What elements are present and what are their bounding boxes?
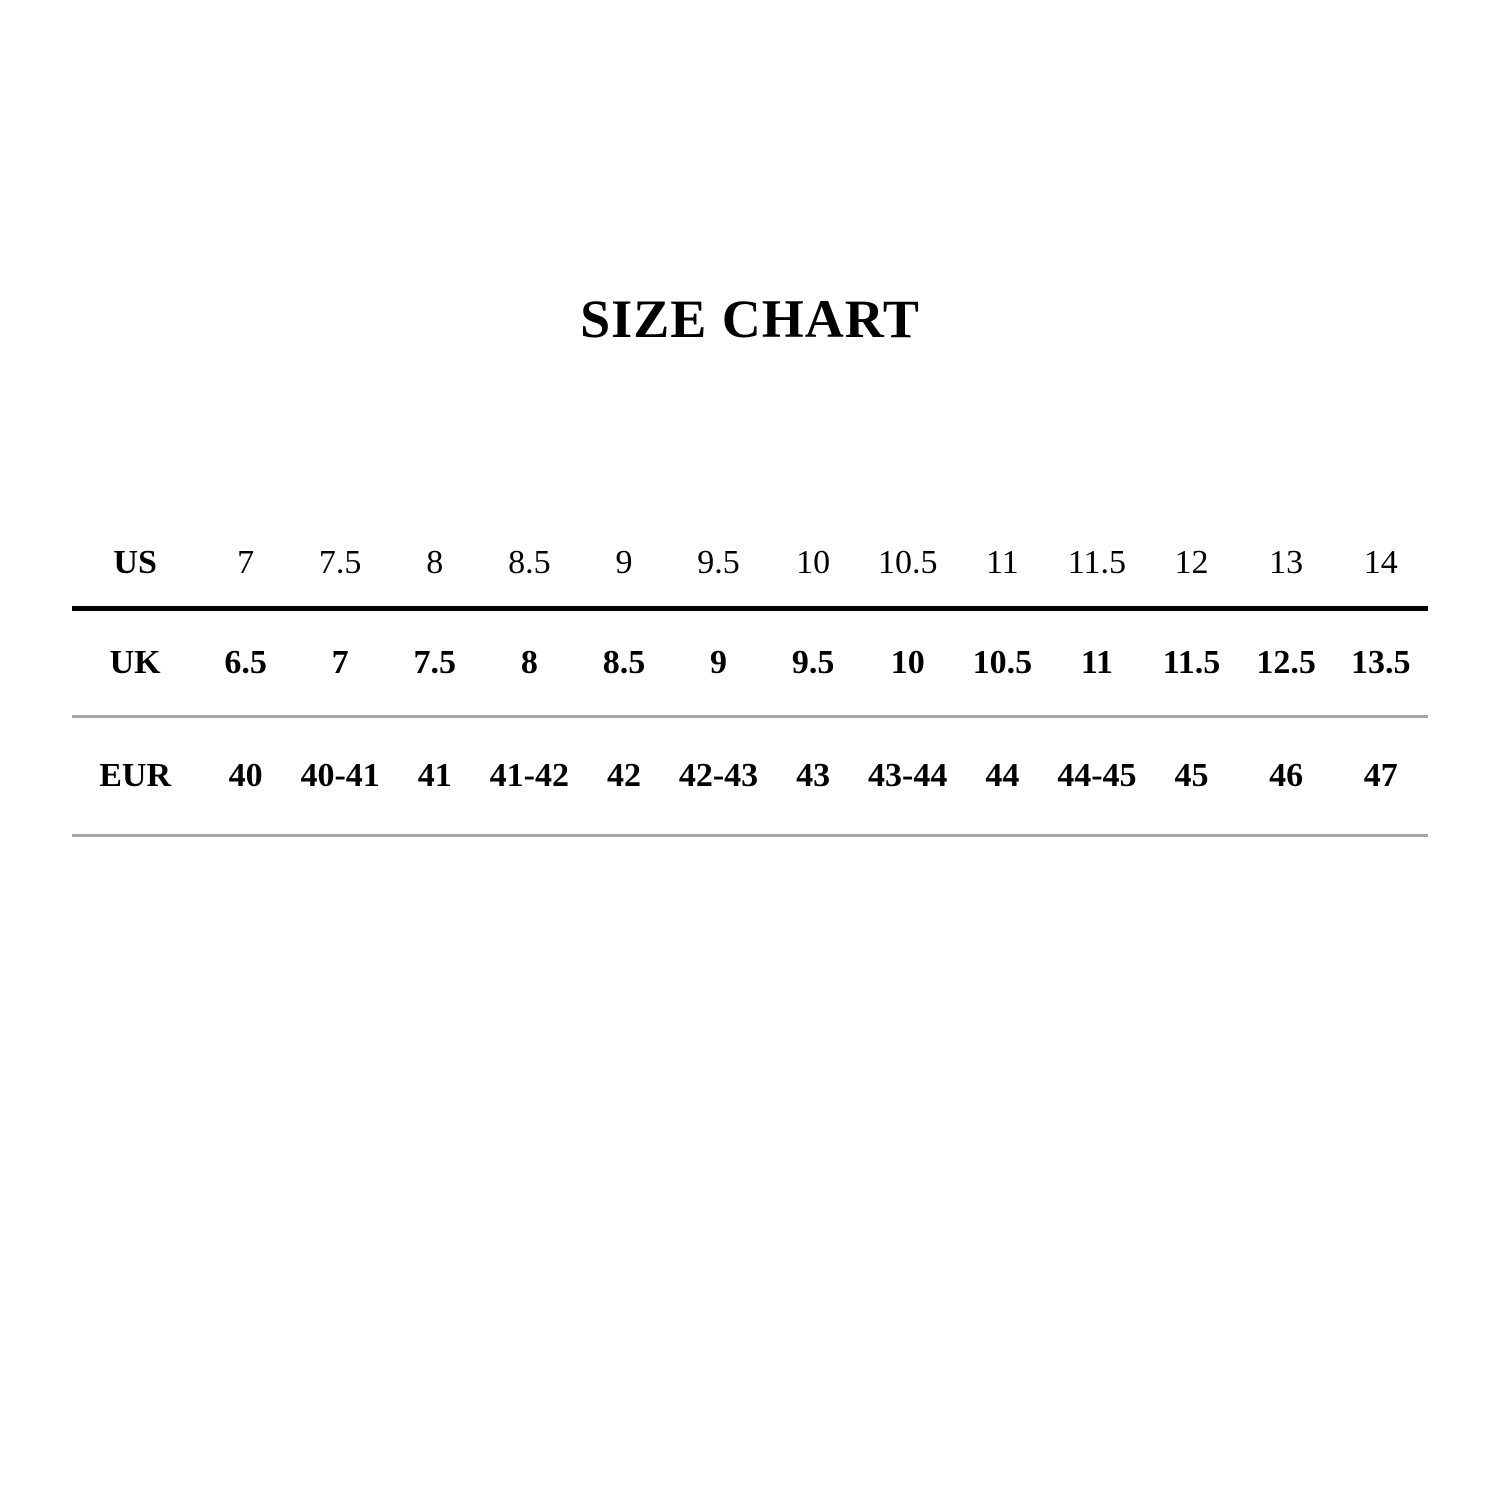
cell-value: 45	[1174, 757, 1209, 794]
cell-eur-13	[1333, 717, 1428, 836]
cell-eur-2	[293, 717, 388, 836]
cell-value: 43	[796, 757, 831, 794]
cell-uk-11	[1144, 609, 1239, 717]
cell-us-2	[293, 520, 388, 609]
cell-eur-10	[1050, 717, 1145, 836]
cell-value: 42	[606, 757, 641, 794]
cell-value: 44-45	[1057, 757, 1137, 794]
cell-value: 13.5	[1350, 644, 1411, 681]
cell-us-8	[860, 520, 955, 609]
cell-value: 12	[1174, 544, 1209, 581]
cell-value: 41-42	[489, 757, 569, 794]
cell-value: 10.5	[877, 544, 938, 581]
table-row-eur	[72, 717, 1428, 836]
cell-us-11	[1144, 520, 1239, 609]
table-row-us	[72, 520, 1428, 609]
cell-value: 7	[331, 644, 349, 681]
size-chart-table-container	[72, 520, 1428, 837]
cell-value: 7.5	[318, 544, 362, 581]
cell-value: 7	[237, 544, 255, 581]
row-label-uk: UK	[109, 644, 161, 681]
cell-uk-3	[387, 609, 482, 717]
cell-value: 46	[1269, 757, 1304, 794]
cell-uk-7	[766, 609, 861, 717]
cell-eur-4	[482, 717, 577, 836]
cell-value: 11.5	[1067, 544, 1127, 581]
cell-value: 14	[1363, 544, 1398, 581]
cell-eur-8	[860, 717, 955, 836]
cell-value: 9.5	[791, 644, 835, 681]
cell-value: 7.5	[413, 644, 456, 681]
cell-value: 6.5	[224, 644, 267, 681]
cell-eur-9	[955, 717, 1050, 836]
cell-value: 8	[426, 544, 444, 581]
cell-eur-3	[387, 717, 482, 836]
cell-value: 41	[417, 757, 452, 794]
cell-us-3	[387, 520, 482, 609]
cell-eur-11	[1144, 717, 1239, 836]
row-label-eur: EUR	[99, 757, 172, 794]
cell-value: 9	[615, 544, 633, 581]
cell-value: 11.5	[1162, 644, 1221, 681]
cell-value: 47	[1363, 757, 1398, 794]
cell-value: 12.5	[1256, 644, 1316, 681]
cell-value: 13	[1269, 544, 1304, 581]
cell-value: 42-43	[678, 757, 759, 794]
cell-value: 40-41	[300, 757, 380, 794]
cell-eur-7	[766, 717, 861, 836]
cell-us-9	[955, 520, 1050, 609]
cell-value: 8	[520, 644, 538, 681]
cell-value: 10	[796, 544, 831, 581]
cell-uk-10	[1050, 609, 1145, 717]
cell-us-6	[671, 520, 766, 609]
cell-value: 9.5	[697, 544, 740, 581]
cell-us-4	[482, 520, 577, 609]
cell-us-10	[1050, 520, 1145, 609]
cell-uk-12	[1239, 609, 1334, 717]
cell-us-12	[1239, 520, 1334, 609]
cell-value: 11	[985, 544, 1019, 581]
cell-value: 10	[890, 644, 925, 681]
cell-uk-4	[482, 609, 577, 717]
cell-uk-8	[860, 609, 955, 717]
cell-value: 10.5	[972, 644, 1033, 681]
cell-uk-1	[198, 609, 293, 717]
cell-value: 40	[228, 757, 263, 794]
cell-us-1	[198, 520, 293, 609]
cell-value: 8.5	[508, 544, 551, 581]
cell-eur-6	[671, 717, 766, 836]
cell-eur-5	[577, 717, 672, 836]
cell-value: 11	[1080, 644, 1113, 681]
table-row-uk	[72, 609, 1428, 717]
size-chart-table	[72, 520, 1428, 837]
cell-value: 9	[710, 644, 728, 681]
cell-uk-9	[955, 609, 1050, 717]
cell-uk-2	[293, 609, 388, 717]
cell-value: 44	[985, 757, 1020, 794]
cell-uk-5	[577, 609, 672, 717]
cell-us-13	[1333, 520, 1428, 609]
cell-value: 8.5	[602, 644, 646, 681]
cell-value: 43-44	[868, 757, 948, 794]
cell-us-7	[766, 520, 861, 609]
page-title: SIZE CHART	[580, 289, 920, 349]
cell-uk-6	[671, 609, 766, 717]
cell-us-5	[577, 520, 672, 609]
cell-eur-12	[1239, 717, 1334, 836]
cell-uk-13	[1333, 609, 1428, 717]
row-label-us: US	[113, 544, 157, 581]
cell-eur-1	[198, 717, 293, 836]
